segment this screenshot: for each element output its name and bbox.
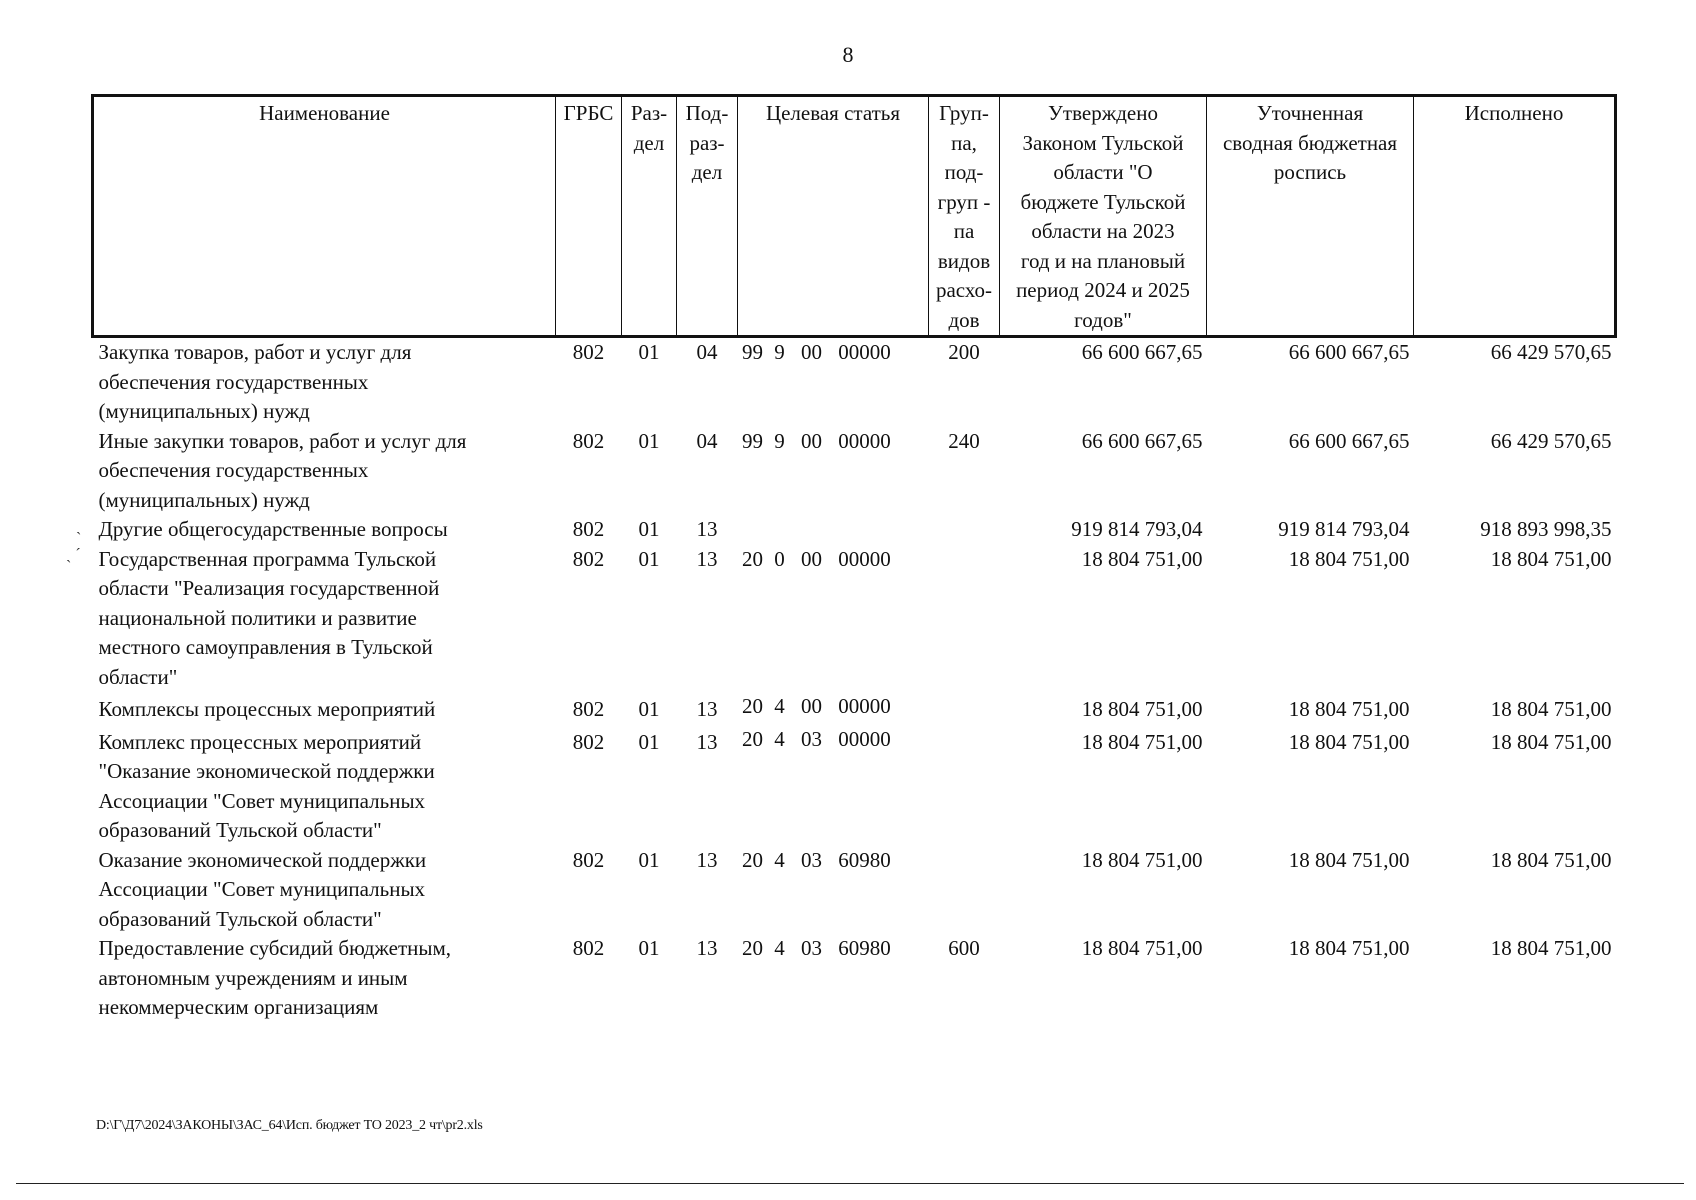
row-group [929,692,1000,725]
header-refined-label: Уточненная сводная бюджетная роспись [1222,101,1398,184]
page-number: 8 [842,42,854,67]
header-target [738,96,929,337]
target-direction: 60980 [838,847,891,872]
target-program: 20 [742,936,763,960]
row-approved: 919 814 793,04 [1071,517,1203,541]
row-approved: 18 804 751,00 [1081,729,1203,754]
row-podrazdel: 13 [696,847,718,872]
row-grbs: 802 [572,517,605,541]
row-target [738,515,929,545]
row-group: 240 [948,428,980,453]
row-podrazdel: 04 [696,340,718,364]
target-direction: 00000 [838,340,891,364]
row-target [738,692,929,725]
target-subprogram: 00 [801,340,822,364]
row-name: Комплекс процессных мероприятий "Оказание экономической поддержки Ассоциации "Совет муниципальных образований Тульской области" [98,729,435,842]
pen-tick-mark: ˏ [76,518,82,535]
row-executed: 66 429 570,65 [1490,340,1612,364]
row-approved: 18 804 751,00 [1081,546,1203,571]
row-grbs: 802 [572,936,605,960]
table-row [93,515,1616,545]
row-group [929,846,1000,935]
target-type: 9 [774,340,785,364]
target-program: 20 [742,847,763,872]
row-executed: 18 804 751,00 [1490,729,1612,754]
header-podrazdel-label: Под- раз- дел [685,101,729,184]
target-subprogram: 00 [801,546,822,571]
table-row [93,427,1616,516]
row-name: Оказание экономической поддержки Ассоциации "Совет муниципальных образований Тульской области" [98,847,427,931]
target-type: 0 [774,546,785,571]
row-group: 600 [948,936,980,960]
row-podrazdel: 13 [696,936,718,960]
header-target-label: Целевая статья [765,101,901,125]
table-row [93,545,1616,693]
header-approved-label: Утверждено Законом Тульской области "О бюджете Тульской области на 2023 год и на плановый период 2024 и 2025 годов" [1016,101,1190,332]
row-refined: 18 804 751,00 [1288,847,1410,872]
budget-execution-table [91,94,1617,1023]
row-approved: 18 804 751,00 [1081,936,1203,960]
row-grbs: 802 [572,546,605,571]
row-target [738,545,929,693]
row-razdel: 01 [638,428,660,453]
row-executed: 18 804 751,00 [1490,847,1612,872]
row-refined: 18 804 751,00 [1288,546,1410,571]
row-grbs: 802 [572,340,605,364]
row-name: Другие общегосударственные вопросы [98,517,448,541]
header-grbs-label: ГРБС [563,101,614,125]
target-program: 99 [742,428,763,453]
row-razdel: 01 [638,697,660,721]
row-target [738,337,929,427]
table-row [93,692,1616,725]
row-razdel: 01 [638,936,660,960]
header-executed [1414,96,1616,337]
row-executed: 918 893 998,35 [1480,517,1612,541]
table-row [93,337,1616,427]
row-grbs: 802 [572,697,605,721]
row-group [929,725,1000,846]
target-direction: 60980 [838,936,891,960]
row-name: Государственная программа Тульской области "Реализация государственной национальной политики и развитие местного самоуправления в Тульской области" [98,546,440,689]
table-row [93,846,1616,935]
row-podrazdel: 13 [696,697,718,721]
target-type: 4 [774,694,785,718]
row-group [929,545,1000,693]
row-name: Иные закупки товаров, работ и услуг для обеспечения государственных (муниципальных) нужд [98,428,467,512]
bottom-divider [16,1183,1684,1184]
target-program: 99 [742,340,763,364]
target-type: 4 [774,726,785,751]
header-podrazdel [677,96,738,337]
row-target [738,846,929,935]
target-program: 20 [742,726,763,751]
target-type: 4 [774,847,785,872]
header-name-label: Наименование [259,101,390,125]
header-executed-label: Исполнено [1464,101,1564,125]
table-header-row [93,96,1616,337]
row-approved: 66 600 667,65 [1081,340,1203,364]
row-podrazdel: 13 [696,546,718,571]
row-target [738,725,929,846]
target-direction: 00000 [838,694,891,718]
row-refined: 66 600 667,65 [1288,340,1410,364]
header-approved [1000,96,1207,337]
row-approved: 18 804 751,00 [1081,847,1203,872]
row-target [738,934,929,1023]
target-subprogram: 00 [801,428,822,453]
target-direction: 00000 [838,428,891,453]
target-subprogram: 03 [801,847,822,872]
row-grbs: 802 [572,428,605,453]
header-name [93,96,556,337]
row-executed: 18 804 751,00 [1490,546,1612,571]
row-name: Закупка товаров, работ и услуг для обеспечения государственных (муниципальных) нужд [98,340,412,423]
pen-tick-mark: ˎ ˊ [66,546,81,563]
table-row [93,725,1616,846]
row-refined: 18 804 751,00 [1288,729,1410,754]
header-razdel [622,96,677,337]
row-name: Предоставление субсидий бюджетным, автономным учреждениям и иным некоммерческим организациям [98,936,452,1019]
row-podrazdel: 13 [696,517,718,541]
target-direction: 00000 [838,546,891,571]
row-razdel: 01 [638,517,660,541]
row-name: Комплексы процессных мероприятий [98,697,436,721]
header-razdel-label: Раз- дел [630,101,668,155]
target-program: 20 [742,694,763,718]
row-podrazdel: 13 [696,729,718,754]
table-row [93,934,1616,1023]
target-type: 4 [774,936,785,960]
row-razdel: 01 [638,729,660,754]
row-refined: 66 600 667,65 [1288,428,1410,453]
row-refined: 18 804 751,00 [1288,697,1410,721]
target-direction: 00000 [838,726,891,751]
row-executed: 18 804 751,00 [1490,697,1612,721]
row-approved: 18 804 751,00 [1081,697,1203,721]
row-group [929,515,1000,545]
row-podrazdel: 04 [696,428,718,453]
row-grbs: 802 [572,729,605,754]
row-approved: 66 600 667,65 [1081,428,1203,453]
row-refined: 919 814 793,04 [1278,517,1410,541]
row-razdel: 01 [638,546,660,571]
row-razdel: 01 [638,847,660,872]
header-grbs [556,96,622,337]
row-group: 200 [948,340,980,364]
target-type: 9 [774,428,785,453]
row-grbs: 802 [572,847,605,872]
target-subprogram: 03 [801,936,822,960]
header-refined [1207,96,1414,337]
header-group [929,96,1000,337]
header-group-label: Груп- па, под- груп - па видов расхо- дов [935,101,993,332]
target-subprogram: 00 [801,694,822,718]
row-executed: 66 429 570,65 [1490,428,1612,453]
row-executed: 18 804 751,00 [1490,936,1612,960]
file-path-footer: D:\Г\Д7\2024\ЗАКОНЫ\ЗАС_64\Исп. бюджет ТО 2023_2 чт\pr2.xls [96,1118,483,1133]
row-refined: 18 804 751,00 [1288,936,1410,960]
row-razdel: 01 [638,340,660,364]
target-subprogram: 03 [801,726,822,751]
target-program: 20 [742,546,763,571]
row-target [738,427,929,516]
